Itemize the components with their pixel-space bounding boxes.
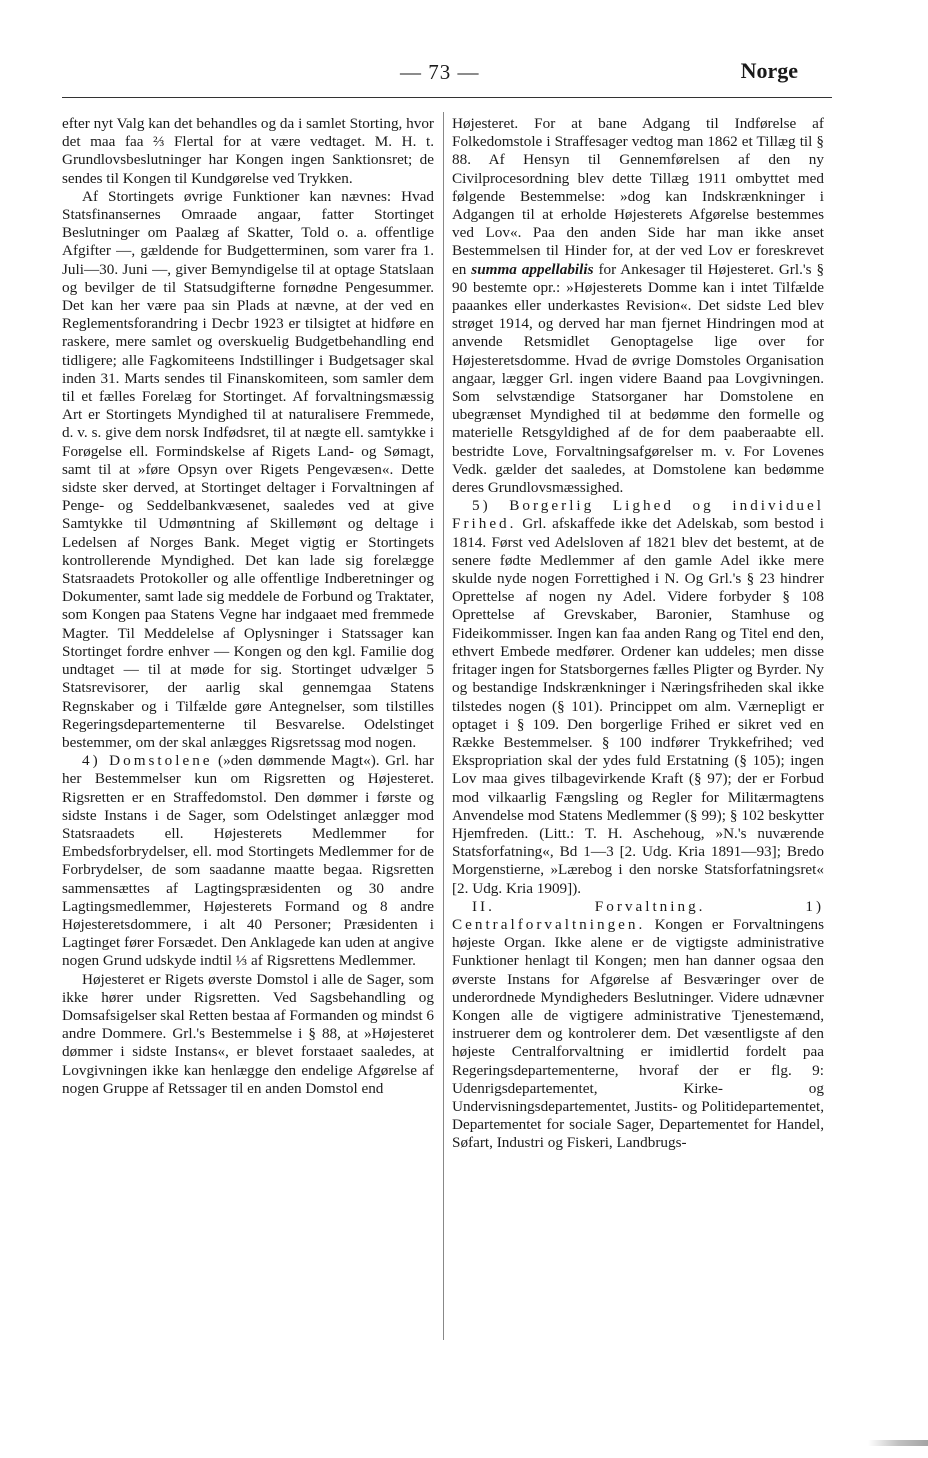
paragraph bbox=[452, 115, 824, 497]
scan-artifact bbox=[868, 1440, 928, 1446]
page-number: — 73 — bbox=[400, 60, 480, 84]
paragraph bbox=[62, 752, 434, 970]
paragraph-text: for Ankesager til Højesteret. Grl.'s § 90 bestemte opr.: »Højesterets Domme kan i intet Tilfælde paaankes eller underkastes Revision«. Det sidste Led blev strøget 1914, og derved har man fjernet Hindringen mod at anvende Retsmidlet Genoptagelse lige over for Højesteretsdomme. Hvad de øvrige Domstoles Organisation angaar, lægger Grl. ingen videre Baand paa Lovgivningen. Som selvstændige Statsorganer har Domstolene en ubegrænset Myndighed til at bedømme den formelle og materielle Retsgyldighed af de for dem paaberaabte ell. bestridte Love, Forvaltningsafgørelser m. v. For Lovenes Vedk. gælder det saaledes, at Domstolene kan bedømme deres Grundlovsmæssighed. bbox=[452, 260, 824, 497]
literature-reference: (Litt.: T. H. Aschehoug, »N.'s nuværende Statsforfatning«, Bd 1—3 [2. Udg. Kria 1891—93]; Bredo Morgenstierne, »Lærebog i den norske Statsforfatningsret« [2. Udg. Kria 1909]). bbox=[452, 824, 824, 897]
section-heading: 4) Domstolene bbox=[82, 752, 213, 770]
paragraph: Højesteret er Rigets øverste Domstol i alle de Sager, som ikke hører under Rigsretten. Ved Sagsbehandling og Domsafsigelser skal Retten bestaa af Formanden og mindst 6 andre Dommere. Grl.'s Bestemmelse i § 88, at »Højesteret dømmer i sidste Instans«, er blevet forstaaet saaledes, at Lovgivningen ikke kan henlægge den endelige Afgørelse af nogen Gruppe af Retssager til en anden Domstol end bbox=[62, 970, 434, 1097]
paragraph bbox=[452, 497, 824, 897]
section-heading: II. Forvaltning. 1) Centralforvaltningen. bbox=[452, 897, 824, 933]
page-header bbox=[62, 56, 798, 92]
paragraph: Af Stortingets øvrige Funktioner kan nævnes: Hvad Statsfinansernes Omraade angaar, fatter Stortinget Beslutninger om Paalæg af Skatter, Told o. a. offentlige Afgifter —, gældende for Budgetterminen, som varer fra 1. Juli—30. Juni —, giver Bemyndigelse til at optage Statslaan og bevilger de til Statsudgifterne fornødne Pengesummer. Det kan her være paa sin Plads at nævne, at der ved en Reglementsforandring i Decbr 1923 er tilsigtet at hidføre en raskere, mere samlet og overskuelig Budgetbehandling end tidligere; alle Fagkomiteens Indstillinger i Budgetsager skal inden 31. Marts sendes til Finanskomiteen, som samler dem til et fælles Forelæg for Stortinget. Af forvaltningsmæssig Art er Stortingets Myndighed til at naturalisere Fremmede, d. v. s. give dem norsk Indfødsret, til at nægte ell. samtykke i Forøgelse ell. Formindskelse af Rigets Land- og Sømagt, samt til at »føre Opsyn over Rigets Pengevæsen«. Dette sidste sker derved, at Stortinget deltager i Forvaltningen af Penge- og Seddelbankvæsenet, saaledes ved at give Samtykke til Udmøntning af Skillemønt og deltage i Ledelsen af Norges Bank. Meget vigtig er Stortingets kontrollerende Myndighed. Det kan lade sig forelægge Statsraadets Protokoller og alle offentlige Indberetninger og Dokumenter, samt lade sig meddele de Forbund og Traktater, som Kongen paa Statens Vegne har indgaaet med fremmede Magter. Til Meddelelse af Oplysninger i Statssager kan Stortinget fordre enhver — Kongen og den kgl. Familie dog undtaget — til at møde for sig. Stortinget udvælger 5 Statsrevisorer, der aarlig skal gennemgaa Statens Regnskaber og i Tilfælde gøre Antegnelser, som tilstilles Regeringsdepartementerne til Besvarelse. Odelstinget bestemmer, om der skal anlægges Rigsretssag mod nogen. bbox=[62, 187, 434, 751]
paragraph-text: Kongen er Forvaltningens højeste Organ. Ikke alene er de vigtigste administrative Funktioner henlagt til Kongen; men han danner ogsaa den øverste Instans for Afgørelse af Besværinger over de underordnede Myndigheders Beslutninger. Videre udnævner Kongen alle de vigtigere administrative Tjenestemænd, instruerer dem og kontrolerer dem. Det væsentligste af den højeste Centralforvaltning er imidlertid fordelt paa Regeringsdepartementerne, hvoraf der er flg. 9: Udenrigsdepartementet, Kirke- og Undervisningsdepartementet, Justits- og Politidepartementet, Departementet for sociale Sager, Departementet for Handel, Søfart, Industri og Fiskeri, Landbrugs- bbox=[452, 915, 824, 1152]
paragraph-text: Grl. afskaffede ikke det Adelskab, som bestod i 1814. Først ved Adelsloven af 1821 blev det bestemt, at de senere fødte Medlemmer af den gamle Adel ikke mere skulde nyde nogen Forrettighed i N. Og Grl.'s § 23 hindrer Oprettelse af nogen ny Adel. Videre forbyder § 108 Oprettelse af Grevskaber, Baronier, Stamhuse og Fideikommisser. Ingen kan faa anden Rang og Titel end den, ethvert Embede medfører. Ordener kan uddeles; men disse fritager ingen for Statsborgernes fælles Pligter og Byrder. Ny og bestandige Indskrænkninger i Næringsfriheden skal ikke tilstedes nogen (§ 101). Princippet om alm. Værnepligt er optaget i § 109. Den borgerlige Frihed er sikret ved en Række Bestemmelser. § 100 indfører Trykkefrihed; ved Ekspropriation skal der ydes fuld Erstatning (§ 105); ingen Lov maa gives tilbagevirkende Kraft (§ 97); der er Forbud mod vilkaarlig Fængsling og Regler for Militærmagtens Anvendelse mod Statens Medlemmer (§ 99); § 102 beskytter Hjemfreden. bbox=[452, 515, 824, 842]
right-column bbox=[452, 115, 824, 1355]
latin-term: summa appellabilis bbox=[471, 260, 594, 278]
header-rule bbox=[62, 97, 832, 98]
paragraph: efter nyt Valg kan det behandles og da i samlet Storting, hvor det maa faa ⅔ Flertal for at være vedtaget. M. H. t. Grundlovsbeslutninger har Kongen ingen Sanktionsret; de sendes til Kongen til Kundgørelse ved Trykken. bbox=[62, 115, 434, 187]
paragraph bbox=[452, 898, 824, 1153]
running-title: Norge bbox=[740, 58, 798, 83]
section-heading: 5) Borgerlig Lighed og individuel Frihed. bbox=[452, 497, 824, 533]
paragraph-text: Højesteret. For at bane Adgang til Indførelse af Folkedomstole i Straffesager vedtog man 1862 et Tillæg til § 88. Af Hensyn til Gennemførelsen af den ny Civilprocesordning blev dette Tillæg 1911 ombyttet med følgende Bestemmelse: »dog kan Indskrænkninger i Adgangen til at erholde Højesterets Afgørelse bestemmes ved Lov«. Paa den anden Side har man ikke anset Bestemmelsen til Hinder for, at der ved Lov er foreskrevet en bbox=[452, 115, 824, 278]
left-column bbox=[62, 115, 434, 1355]
column-divider bbox=[443, 112, 444, 1340]
paragraph-text: (»den dømmende Magt«). Grl. har her Bestemmelser kun om Rigsretten og Højesteret. Rigsretten er en Straffedomstol. Den dømmer i første og sidste Instans i de Sager, som Odelstinget anlægger mod Statsraadets ell. Højesterets Medlemmer for Embedsforbrydelser, ell. mod Stortingets Medlemmer for de Forbrydelser, de som saadanne maatte begaa. Rigsretten sammensættes af Lagtingspræsidenten og 30 andre Lagtingsmedlemmer, Højesterets Formand og 8 andre Højesteretsdommere, i alt 40 Personer; Præsidenten i Lagtinget fører Forsædet. Den Anklagede kan uden at angive nogen Grund udskyde indtil ⅓ af Rigsrettens Medlemmer. bbox=[62, 752, 434, 970]
